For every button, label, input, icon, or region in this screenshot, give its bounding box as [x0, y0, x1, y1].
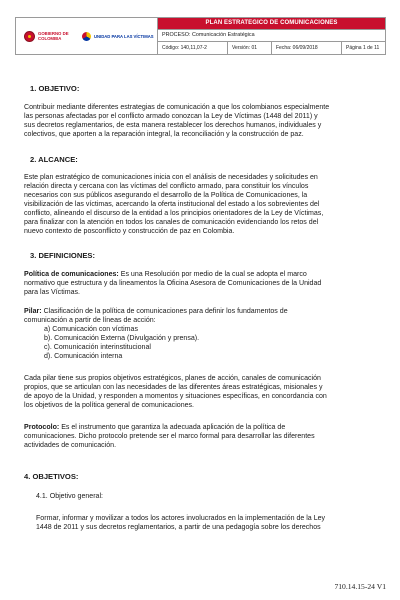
document-title: PLAN ESTRATEGICO DE COMUNICACIONES: [158, 18, 385, 29]
section-heading-objetivos: 4. OBJETIVOS:: [24, 472, 79, 481]
section-heading-objetivo: 1. OBJETIVO:: [30, 84, 80, 93]
text-line: colectivos, que aporten a la reparación integral, la reconciliación y la construcción de paz.: [24, 131, 304, 138]
text-line: actividades de comunicación.: [24, 442, 117, 449]
politica-text: Es una Resolución por medio de la cual se adopta el marco: [118, 271, 307, 278]
objetivo-paragraph: [24, 103, 386, 139]
text-line: [24, 307, 386, 316]
protocolo-text: Es el instrumento que garantiza la adecuada aplicación de la política de: [59, 424, 286, 431]
unidad-victimas-logo: [82, 32, 154, 41]
text-line: para finalizar con la atención en todos los canales de comunicación evidenciando los retos del: [24, 219, 319, 226]
section-heading-alcance: 2. ALCANCE:: [30, 155, 78, 164]
protocolo-term: Protocolo:: [24, 424, 60, 431]
process-label: PROCESO: Comunicación Estratégica: [158, 29, 385, 41]
list-item: d). Comunicación interna: [44, 353, 123, 360]
unidad-victimas-mark-icon: [82, 32, 91, 41]
text-line: propios, que se articulan con las necesidades de las diferentes áreas estratégicas, misionales y: [24, 384, 323, 391]
section-heading-definiciones: 3. DEFINICIONES:: [30, 251, 95, 260]
objetivo-general-paragraph: [36, 514, 386, 532]
text-line: de apoyo de la Unidad, y responden a momentos y situaciones específicas, en concordancia con: [24, 393, 327, 400]
pilar-text: Clasificación de la política de comunicaciones para definir los fundamentos de: [41, 308, 288, 315]
list-item: a) Comunicación con víctimas: [44, 326, 138, 333]
pilar-term: Pilar:: [24, 308, 42, 315]
text-line: Cada pilar tiene sus propios objetivos estratégicos, planes de acción, canales de comunicación: [24, 375, 321, 382]
unidad-victimas-logo-text: UNIDAD PARA LAS VÍCTIMAS: [94, 33, 154, 39]
text-line: normativo que estructura y da lineamentos la Oficina Asesora de Comunicaciones de la Unidad: [24, 280, 322, 287]
pilar-list: [44, 325, 199, 361]
document-header-table: [15, 17, 386, 55]
header-logos: [16, 18, 158, 54]
objetivo-general-heading: 4.1. Objetivo general:: [36, 493, 103, 500]
text-line: los objetivos de la política general de comunicaciones.: [24, 402, 195, 409]
text-line: sus decretos reglamentarios, de esta manera restablecer los derechos humanos, individuales y: [24, 122, 322, 129]
text-line: las personas afectadas por el conflicto armado conozcan la Ley de Víctimas (1448 del 2011) y: [24, 113, 318, 120]
gobierno-logo-text: GOBIERNO DE COLOMBIA: [38, 31, 69, 41]
text-line: visibilización de las víctimas, acercando la oferta institucional del estado a los sobrevientes del: [24, 201, 320, 208]
document-date: Fecha: 06/09/2018: [272, 42, 342, 54]
gobierno-logo: [24, 31, 72, 42]
text-line: conflicto, alineando el discurso de la entidad a los principios orientadores de la Ley de Víctimas,: [24, 210, 324, 217]
politica-term: Política de comunicaciones:: [24, 271, 119, 278]
alcance-paragraph: [24, 173, 386, 236]
text-line: Formar, informar y movilizar a todos los actores involucrados en la implementación de la Ley: [36, 515, 326, 522]
list-item: c). Comunicación interinstitucional: [44, 344, 151, 351]
pilar-description-paragraph: [24, 374, 386, 410]
text-line: 1448 de 2011 y sus decretos reglamentarios, a partir de una pedagogía sobre los derechos: [36, 524, 321, 531]
text-line: comunicación a partir de líneas de acción:: [24, 317, 156, 324]
text-line: necesarios con sus públicos asegurando el desarrollo de la Política de Comunicaciones, la: [24, 192, 308, 199]
text-line: comunicaciones. Dicho protocolo pretende ser el marco formal para desarrollar las diferentes: [24, 433, 315, 440]
text-line: Este plan estratégico de comunicaciones inicia con el análisis de necesidades y solicitudes en: [24, 174, 318, 181]
document-code: Código: 140,11,07-2: [158, 42, 228, 54]
text-line: para las Víctimas.: [24, 289, 81, 296]
list-item: b). Comunicación Externa (Divulgación y prensa).: [44, 335, 200, 342]
text-line: nuevo contexto de posconflicto y construcción de paz en Colombia.: [24, 228, 235, 235]
header-meta-row: [158, 41, 385, 54]
document-footer-code: 710.14.15-24 V1: [334, 582, 386, 591]
politica-definition: [24, 270, 386, 297]
document-version: Versión: 01: [228, 42, 272, 54]
protocolo-definition: [24, 423, 386, 450]
colombia-seal-icon: [24, 31, 35, 42]
text-line: [24, 270, 386, 279]
pilar-definition: [24, 307, 386, 325]
text-line: relación directa y cercana con las víctimas del conflicto armado, para constituir los vínculos: [24, 183, 309, 190]
text-line: Contribuir mediante diferentes estrategias de comunicación a que los colombianos especialmente: [24, 104, 330, 111]
header-info: [158, 18, 385, 54]
page-number: Página 1 de 11: [346, 45, 380, 51]
text-line: [24, 423, 386, 432]
